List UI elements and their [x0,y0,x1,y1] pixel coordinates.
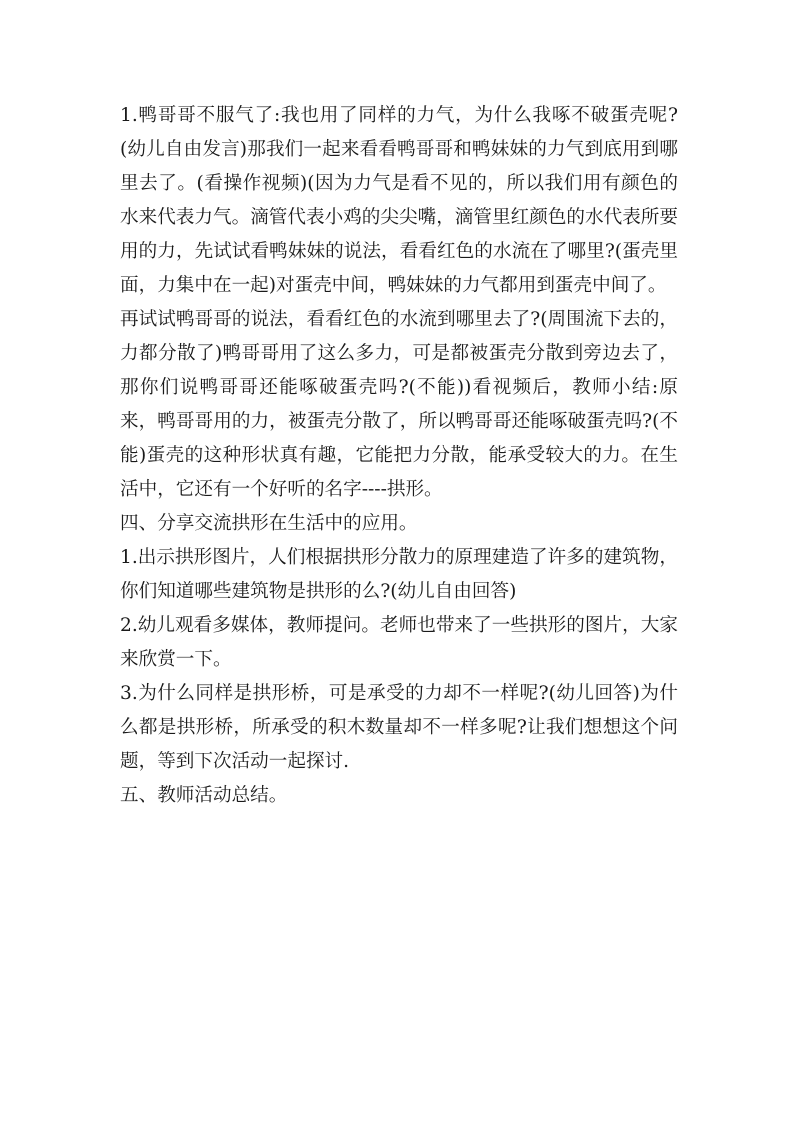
section-heading-share: 四、分享交流拱形在生活中的应用。 [120,513,418,534]
section-heading-summary: 五、教师活动总结。 [120,785,288,806]
paragraph-second-test: 再试试鸭哥哥的说法，看看红色的水流到哪里去了?(周围流下去的，力都分散了)鸭哥哥用了这么多力，可是都被蛋壳分散到旁边去了，那你们说鸭哥哥还能啄破蛋壳吗?(不能))看视频后，教师小结:原来，鸭哥哥用的力，被蛋壳分散了，所以鸭哥哥还能啄破蛋壳吗?(不能)蛋壳的这种形状真有趣，它能把力分散，能承受较大的力。在生活中，它还有一个好听的名字----拱形。 [120,309,678,500]
paragraph-multimedia: 2.幼儿观看多媒体，教师提问。老师也带来了一些拱形的图片，大家来欣赏一下。 [120,615,678,670]
paragraph-arch-bridge-question: 3.为什么同样是拱形桥，可是承受的力却不一样呢?(幼儿回答)为什么都是拱形桥，所承受的积木数量却不一样多呢?让我们想想这个问题，等到下次活动一起探讨. [120,683,678,772]
paragraph-duck-brother-experiment: 1.鸭哥哥不服气了:我也用了同样的力气，为什么我啄不破蛋壳呢?(幼儿自由发言)那我们一起来看看鸭哥哥和鸭妹妹的力气到底用到哪里去了。(看操作视频)(因为力气是看不见的，所以我们用有颜色的水来代表力气。滴管代表小鸡的尖尖嘴，滴管里红颜色的水代表所要用的力，先试试看鸭妹妹的说法，看看红色的水流在了哪里?(蛋壳里面，力集中在一起)对蛋壳中间，鸭妹妹的力气都用到蛋壳中间了。 [120,105,678,296]
document-body [120,99,678,813]
paragraph-arch-images: 1.出示拱形图片，人们根据拱形分散力的原理建造了许多的建筑物，你们知道哪些建筑物是拱形的么?(幼儿自由回答) [120,547,678,602]
